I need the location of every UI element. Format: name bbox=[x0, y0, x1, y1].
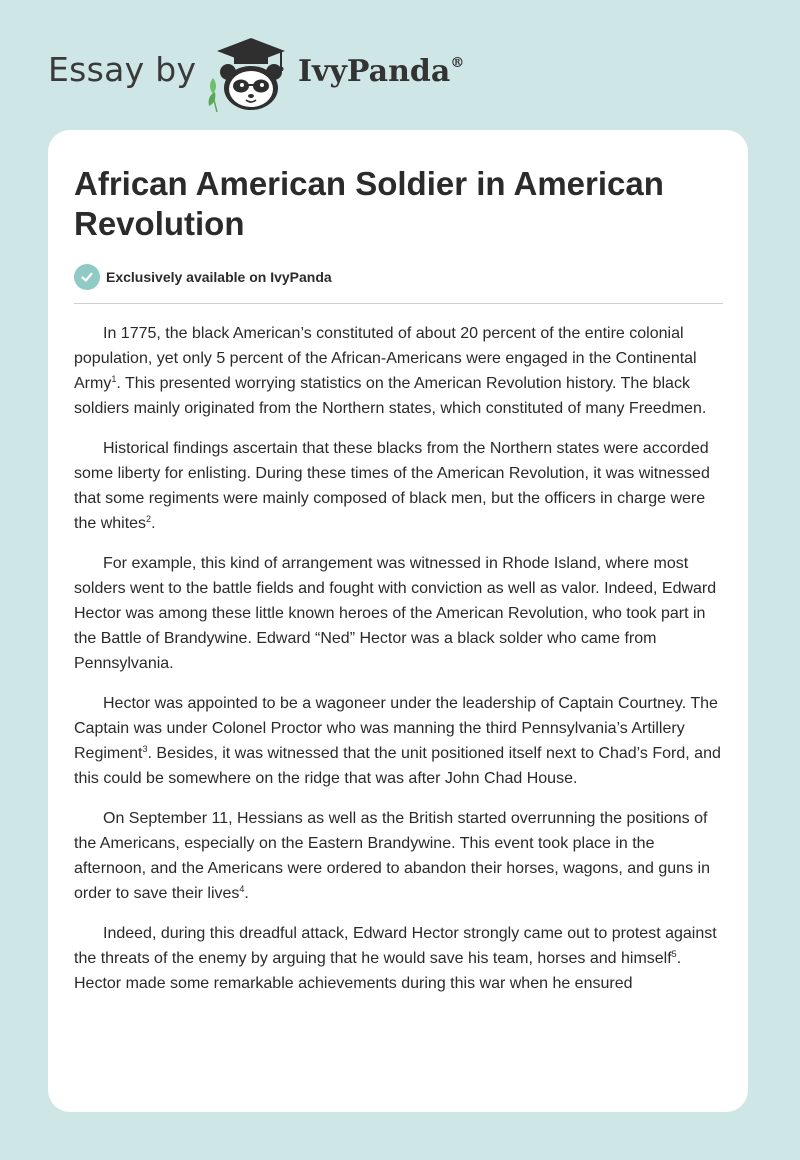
paragraph-text: In 1775, the black American’s constituted of about 20 percent of the entire colonial population, yet only 5 percent of the African-Americans were engaged in the Continental Army bbox=[74, 325, 697, 392]
paragraph-text: Historical findings ascertain that these blacks from the Northern states were accorded some liberty for enlisting. During these times of the American Revolution, it was witnessed that some regiments were mainly composed of black men, but the officers in charge were the whites bbox=[74, 440, 710, 532]
essay-paragraph bbox=[74, 921, 726, 996]
paragraph-text: . bbox=[244, 885, 249, 902]
essay-paragraph bbox=[74, 321, 726, 421]
paragraph-text: For example, this kind of arrangement was witnessed in Rhode Island, where most solders went to the battle fields and fought with conviction as well as valor. Indeed, Edward Hector was among these little known heroes of the American Revolution, who took part in the Battle of Brandywine. Edward “Ned” Hector was a black solder who came from Pennsylvania. bbox=[74, 555, 717, 672]
essay-body bbox=[74, 321, 726, 1011]
paragraph-text: . Besides, it was witnessed that the unit positioned itself next to Chad’s Ford, and this could be somewhere on the ridge that was after John Chad House. bbox=[74, 745, 721, 787]
essay-paragraph bbox=[74, 436, 726, 536]
paragraph-text: Indeed, during this dreadful attack, Edward Hector strongly came out to protest against the threats of the enemy by arguing that he would save his team, horses and himself bbox=[74, 925, 717, 967]
essay-paragraph bbox=[74, 551, 726, 676]
essay-paragraph bbox=[74, 691, 726, 791]
site-header bbox=[48, 34, 648, 114]
footnote-ref[interactable]: 4 bbox=[239, 884, 245, 894]
paragraph-text: Hector was appointed to be a wagoneer under the leadership of Captain Courtney. The Captain was under Colonel Proctor who was manning the third Pennsylvania’s Artillery Regiment bbox=[74, 695, 718, 762]
paragraph-text: . Hector made some remarkable achievements during this war when he ensured bbox=[74, 950, 682, 992]
brand-name-text: IvyPanda bbox=[298, 54, 451, 89]
footnote-ref[interactable]: 2 bbox=[146, 514, 152, 524]
paragraph-text: . bbox=[151, 515, 156, 532]
footnote-ref[interactable]: 3 bbox=[142, 744, 148, 754]
footnote-ref[interactable]: 1 bbox=[111, 374, 117, 384]
essay-paragraph bbox=[74, 806, 726, 906]
essay-card bbox=[48, 130, 748, 1112]
trademark-symbol: ® bbox=[450, 55, 465, 71]
exclusive-label: Exclusively available on IvyPanda bbox=[106, 269, 332, 285]
brand-name[interactable] bbox=[298, 54, 464, 89]
exclusive-badge bbox=[74, 264, 332, 290]
divider bbox=[74, 303, 723, 304]
brand-prefix: Essay by bbox=[48, 50, 197, 89]
essay-title: African American Soldier in American Revolution bbox=[74, 165, 664, 242]
paragraph-text: On September 11, Hessians as well as the British started overrunning the positions of the Americans, especially on the Eastern Brandywine. This event took place in the afternoon, and the Americans were ordered to abandon their horses, wagons, and guns in order to save their lives bbox=[74, 810, 710, 902]
paragraph-text: . This presented worrying statistics on the American Revolution history. The black soldiers mainly originated from the Northern states, which constituted of many Freedmen. bbox=[74, 375, 707, 417]
footnote-ref[interactable]: 5 bbox=[671, 949, 677, 959]
check-circle-icon bbox=[74, 264, 100, 290]
panda-graduate-icon[interactable] bbox=[201, 34, 301, 112]
